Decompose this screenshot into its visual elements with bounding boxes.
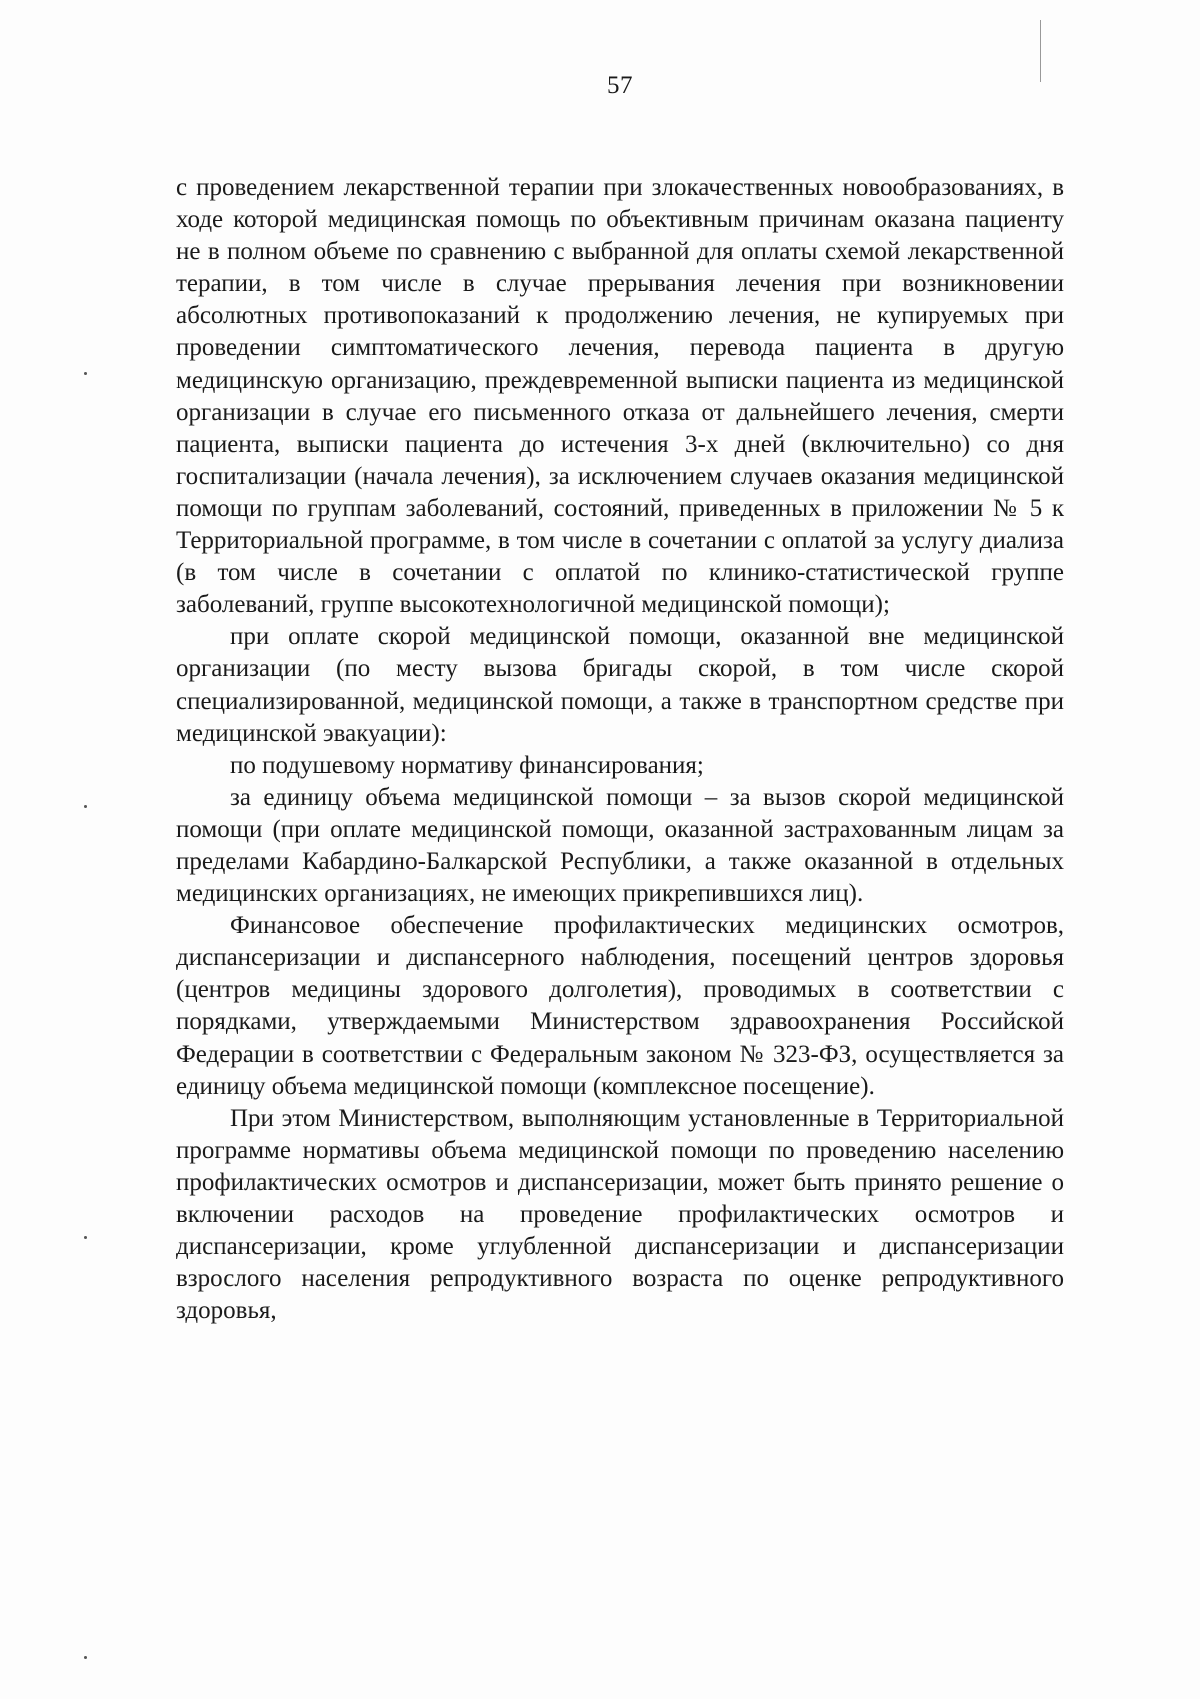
- paragraph-financing: Финансовое обеспечение профилактических медицинских осмотров, диспансеризации и диспансерного наблюдения, посещений центров здоровья (центров медицины здорового долголетия), проводимых в соответствии с порядками, утверждаемыми Министерством здравоохранения Российской Федерации в соответствии с Федеральным законом № 323-ФЗ, осуществляется за единицу объема медицинской помощи (комплексное посещение).: [176, 912, 1064, 1100]
- scan-artifact-dot: [84, 1236, 87, 1239]
- scan-artifact-dot: [84, 1656, 87, 1659]
- scan-artifact-dot: [84, 805, 87, 808]
- document-body: [176, 172, 1064, 1327]
- paragraph-ambulance-payment: при оплате скорой медицинской помощи, оказанной вне медицинской организации (по месту вызова бригады скорой, в том числе скорой специализированной, медицинской помощи, а также в транспортном средстве при медицинской эвакуации):: [176, 623, 1064, 747]
- paragraph-per-capita: по подушевому нормативу финансирования;: [230, 751, 704, 779]
- page-number: 57: [607, 72, 633, 99]
- paragraph-per-unit: за единицу объема медицинской помощи – за вызов скорой медицинской помощи (при оплате медицинской помощи, оказанной застрахованным лицам за пределами Кабардино-Балкарской Республики, а также оказанной в отдельных медицинских организациях, не имеющих прикрепившихся лиц).: [176, 783, 1064, 908]
- scan-artifact-dot: [84, 372, 87, 375]
- paragraph-ministry-decision: При этом Министерством, выполняющим установленные в Территориальной программе нормативы объема медицинской помощи по проведению населению профилактических осмотров и диспансеризации, может быть принято решение о включении расходов на проведение профилактических осмотров и диспансеризации, кроме углубленной диспансеризации и диспансеризации взрослого населения репродуктивного возраста по оценке репродуктивного здоровья,: [176, 1104, 1064, 1325]
- paragraph-continuation: с проведением лекарственной терапии при злокачественных новообразованиях, в ходе которой медицинская помощь по объективным причинам оказана пациенту не в полном объеме по сравнению с выбранной для оплаты схемой лекарственной терапии, в том числе в случае прерывания лечения при возникновении абсолютных противопоказаний к продолжению лечения, не купируемых при проведении симптоматического лечения, перевода пациента в другую медицинскую организацию, преждевременной выписки пациента из медицинской организации в случае его письменного отказа от дальнейшего лечения, смерти пациента, выписки пациента до истечения 3-х дней (включительно) со дня госпитализации (начала лечения), за исключением случаев оказания медицинской помощи по группам заболеваний, состояний, приведенных в приложении № 5 к Территориальной программе, в том числе в сочетании с оплатой за услугу диализа (в том числе в сочетании с оплатой по клинико-статистической группе заболеваний, группе высокотехнологичной медицинской помощи);: [176, 174, 1064, 619]
